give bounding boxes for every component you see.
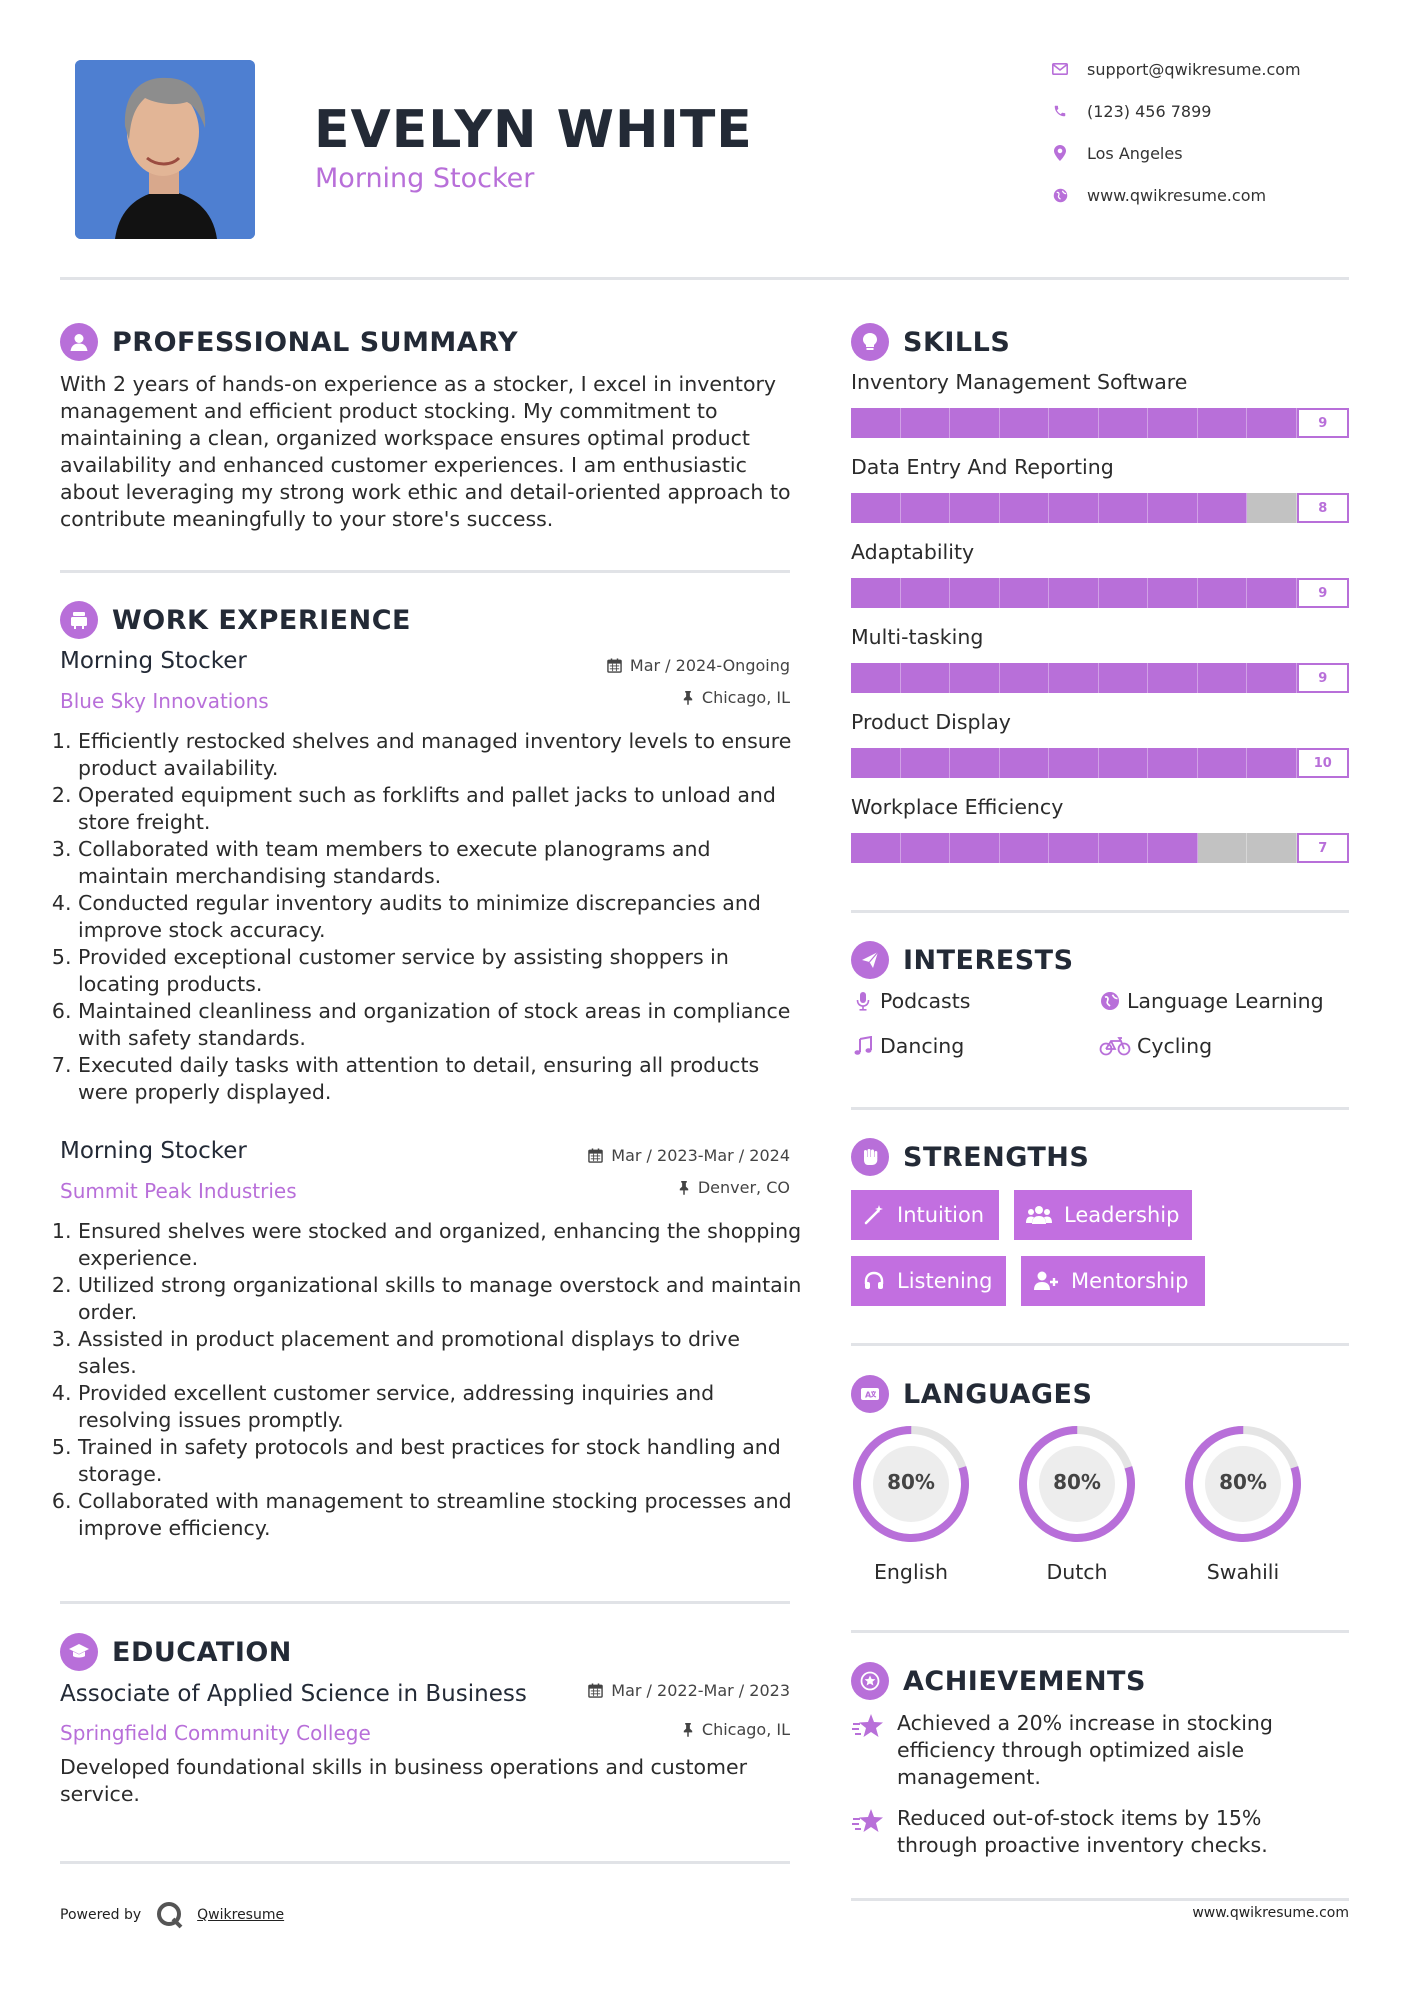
skill-bar-segment	[1198, 408, 1248, 438]
education-description: Developed foundational skills in business operations and customer service.	[60, 1755, 748, 1806]
pushpin-icon	[682, 1722, 694, 1737]
education-title: EDUCATION	[112, 1636, 292, 1668]
contact-website[interactable]	[1050, 183, 1340, 207]
achievement-item	[851, 1805, 1341, 1859]
language-item	[1181, 1422, 1305, 1584]
powered-by-text: Powered by	[60, 1907, 142, 1923]
skill-bar-segment	[851, 833, 901, 863]
skills-heading	[851, 322, 1010, 362]
bullet-item: 4. Provided excellent customer service, addressing inquiries and resolving issues promptly.	[78, 1380, 805, 1434]
phone-icon	[1050, 104, 1070, 118]
language-percent: 80%	[1053, 1470, 1101, 1494]
skills-divider	[851, 910, 1349, 913]
paper-plane-icon	[851, 941, 889, 979]
brand-link[interactable]: Qwikresume	[197, 1907, 285, 1923]
skill-bar-segment	[1049, 578, 1099, 608]
strength-label: Mentorship	[1071, 1269, 1189, 1293]
skill-bar-segment	[1247, 493, 1297, 523]
skill-bar-segment	[901, 833, 951, 863]
language-percent: 80%	[1219, 1470, 1267, 1494]
experience-heading	[60, 600, 411, 640]
skill-bar-segment	[1247, 748, 1297, 778]
job-1-bullets	[60, 728, 805, 1106]
interests-title: INTERESTS	[903, 944, 1074, 976]
skill-bar-segment	[851, 408, 901, 438]
interest-label: Cycling	[1137, 1034, 1213, 1058]
globe-icon	[1050, 188, 1070, 203]
skill-bar-segment	[1247, 408, 1297, 438]
skill-bar-segment	[950, 748, 1000, 778]
skill-bar-segment	[1099, 493, 1149, 523]
strengths-heading	[851, 1137, 1089, 1177]
languages-divider	[851, 1630, 1349, 1633]
contact-email[interactable]	[1050, 57, 1340, 81]
users-icon	[1026, 1204, 1052, 1226]
education-degree: Associate of Applied Science in Business	[60, 1681, 527, 1707]
language-icon	[851, 1375, 889, 1413]
job-2-dates	[500, 1146, 790, 1165]
contact-phone	[1050, 99, 1340, 123]
candidate-title: Morning Stocker	[315, 163, 535, 194]
skill-bar-segment	[1000, 493, 1050, 523]
achievements-divider	[851, 1898, 1349, 1901]
bullet-item: 7. Executed daily tasks with attention to detail, ensuring all products were properly displayed.	[78, 1052, 805, 1106]
bullet-item: 5. Trained in safety protocols and best practices for stock handling and storage.	[78, 1434, 805, 1488]
skill-item	[851, 370, 1351, 455]
skill-item	[851, 710, 1351, 795]
skill-bar-segment	[1148, 833, 1198, 863]
contact-location	[1050, 141, 1340, 165]
skill-level-bar	[851, 493, 1349, 523]
contact-website-text: www.qwikresume.com	[1087, 185, 1267, 205]
skill-bar-segment	[1247, 833, 1297, 863]
interests-heading	[851, 940, 1074, 980]
skill-bar-segment	[1198, 578, 1248, 608]
skill-level-bar	[851, 408, 1349, 438]
skill-bar-segment	[1099, 748, 1149, 778]
skill-bar-segment	[1099, 833, 1149, 863]
education-heading	[60, 1632, 292, 1672]
skill-level-bar	[851, 748, 1349, 778]
achievement-text: Achieved a 20% increase in stocking efficiency through optimized aisle management.	[897, 1711, 1273, 1789]
skill-bar-segment	[1247, 663, 1297, 693]
skill-level-bar	[851, 833, 1349, 863]
footer-website-text: www.qwikresume.com	[1192, 1905, 1349, 1921]
job-1-title: Morning Stocker	[60, 648, 247, 674]
calendar-icon	[588, 1148, 603, 1163]
skill-bar-segment	[950, 578, 1000, 608]
skill-name: Workplace Efficiency	[851, 795, 1064, 819]
education-location-text: Chicago, IL	[701, 1720, 790, 1739]
job-2-location	[500, 1178, 790, 1197]
skill-bar-segment	[1099, 663, 1149, 693]
summary-divider	[60, 570, 790, 573]
interest-item	[1098, 1034, 1212, 1058]
candidate-name: EVELYN WHITE	[314, 100, 753, 160]
user-plus-icon	[1033, 1270, 1059, 1292]
skill-bar-segment	[1000, 663, 1050, 693]
job-1-dates	[500, 656, 790, 675]
interest-item	[851, 989, 970, 1013]
skill-bar-segment	[1148, 748, 1198, 778]
language-name: Swahili	[1206, 1560, 1280, 1584]
contact-phone-text: (123) 456 7899	[1087, 101, 1212, 121]
skill-bar-segment	[901, 408, 951, 438]
skill-bar-segment	[1198, 663, 1248, 693]
skill-bar-segment	[851, 748, 901, 778]
education-location	[500, 1720, 790, 1739]
skill-bar-segment	[1198, 833, 1248, 863]
strengths-divider	[851, 1343, 1349, 1346]
map-pin-icon	[1050, 145, 1070, 161]
skill-bar-segment	[851, 493, 901, 523]
skill-bar-segment	[1099, 408, 1149, 438]
experience-divider	[60, 1601, 790, 1604]
summary-heading	[60, 322, 518, 362]
skills-title: SKILLS	[903, 326, 1011, 358]
header-divider	[60, 277, 1349, 280]
skill-bar-segment	[1148, 493, 1198, 523]
education-dates	[500, 1681, 790, 1700]
bullet-item: 3. Collaborated with team members to execute planograms and maintain merchandising standards.	[78, 836, 805, 890]
contact-email-text: support@qwikresume.com	[1087, 59, 1301, 79]
skill-item	[851, 455, 1351, 540]
skill-name: Data Entry And Reporting	[851, 455, 1114, 479]
skills-list	[851, 370, 1351, 880]
skill-bar-segment	[1148, 578, 1198, 608]
skill-level-bar	[851, 578, 1349, 608]
skill-level-label: 9	[1297, 578, 1350, 608]
globe-icon	[1098, 991, 1122, 1011]
skill-item	[851, 625, 1351, 710]
job-2-bullets	[60, 1218, 805, 1542]
strength-label: Listening	[897, 1269, 993, 1293]
interest-label: Podcasts	[880, 989, 971, 1013]
job-1-dates-text: Mar / 2024-Ongoing	[629, 656, 790, 675]
achievements-heading	[851, 1661, 1146, 1701]
footer-powered-by	[60, 1900, 284, 1930]
skill-bar-segment	[950, 408, 1000, 438]
job-2-dates-text: Mar / 2023-Mar / 2024	[611, 1146, 790, 1165]
skill-bar-segment	[901, 748, 951, 778]
profile-photo	[75, 60, 255, 239]
skill-level-label: 10	[1297, 748, 1350, 778]
pushpin-icon	[682, 690, 694, 705]
achievement-item	[851, 1710, 1341, 1791]
skill-bar-segment	[1198, 493, 1248, 523]
magic-wand-icon	[863, 1204, 885, 1226]
calendar-icon	[607, 658, 622, 673]
award-icon	[851, 1662, 889, 1700]
skill-bar-segment	[950, 493, 1000, 523]
skill-name: Multi-tasking	[851, 625, 984, 649]
skill-bar-segment	[1049, 493, 1099, 523]
experience-title: WORK EXPERIENCE	[112, 604, 411, 636]
language-name: English	[873, 1560, 949, 1584]
achievement-text: Reduced out-of-stock items by 15% through proactive inventory checks.	[897, 1806, 1268, 1857]
strength-label: Leadership	[1064, 1203, 1180, 1227]
skill-item	[851, 795, 1351, 880]
skill-bar-segment	[950, 833, 1000, 863]
skill-bar-segment	[950, 663, 1000, 693]
summary-title: PROFESSIONAL SUMMARY	[112, 326, 519, 358]
skill-bar-segment	[1148, 408, 1198, 438]
skill-bar-segment	[1198, 748, 1248, 778]
skill-name: Product Display	[851, 710, 1011, 734]
job-1-location-text: Chicago, IL	[701, 688, 790, 707]
interest-item	[1098, 989, 1324, 1013]
svg-text:A: A	[865, 1390, 872, 1400]
skill-bar-segment	[1000, 578, 1050, 608]
pushpin-icon	[678, 1180, 690, 1195]
bullet-item: 2. Utilized strong organizational skills to manage overstock and maintain order.	[78, 1272, 805, 1326]
lightbulb-icon	[851, 323, 889, 361]
languages-title: LANGUAGES	[903, 1378, 1093, 1410]
bullet-item: 4. Conducted regular inventory audits to minimize discrepancies and improve stock accuracy.	[78, 890, 805, 944]
skill-level-bar	[851, 663, 1349, 693]
language-name: Dutch	[1046, 1560, 1108, 1584]
skill-level-label: 9	[1297, 663, 1350, 693]
skill-bar-segment	[1000, 833, 1050, 863]
language-percent: 80%	[887, 1470, 935, 1494]
bullet-item: 3. Assisted in product placement and promotional displays to drive sales.	[78, 1326, 805, 1380]
skill-bar-segment	[901, 578, 951, 608]
skill-bar-segment	[1049, 663, 1099, 693]
headphones-icon	[863, 1270, 885, 1292]
strength-label: Intuition	[897, 1203, 985, 1227]
job-2-location-text: Denver, CO	[697, 1178, 790, 1197]
skill-bar-segment	[1049, 833, 1099, 863]
skill-bar-segment	[1049, 748, 1099, 778]
language-item	[1015, 1422, 1139, 1584]
strength-tag	[1021, 1256, 1205, 1306]
education-dates-text: Mar / 2022-Mar / 2023	[611, 1681, 790, 1700]
envelope-icon	[1050, 63, 1070, 75]
language-item	[849, 1422, 973, 1584]
bullet-item: 1. Efficiently restocked shelves and managed inventory levels to ensure product availability.	[78, 728, 805, 782]
microphone-icon	[851, 991, 875, 1011]
skill-bar-segment	[1099, 578, 1149, 608]
languages-heading	[851, 1374, 1092, 1414]
strength-tag	[1014, 1190, 1192, 1240]
job-2-title: Morning Stocker	[60, 1138, 247, 1164]
strength-tag	[851, 1256, 1006, 1306]
calendar-icon	[588, 1683, 603, 1698]
skill-level-label: 9	[1297, 408, 1350, 438]
contact-location-text: Los Angeles	[1087, 143, 1183, 163]
education-school: Springfield Community College	[60, 1721, 371, 1745]
skill-name: Inventory Management Software	[851, 370, 1188, 394]
bullet-item: 1. Ensured shelves were stocked and organized, enhancing the shopping experience.	[78, 1218, 805, 1272]
music-note-icon	[851, 1036, 875, 1056]
summary-text: With 2 years of hands-on experience as a stocker, I excel in inventory management and efficient product stocking. My commitment to maintaining a clean, organized workspace ensures optimal product availability and enhanced customer experiences. I am enthusiastic about leveraging my strong work ethic and detail-oriented approach to contribute meaningfully to your store's success.	[60, 372, 791, 531]
interests-divider	[851, 1107, 1349, 1110]
star-icon	[851, 1807, 885, 1842]
bullet-item: 5. Provided exceptional customer service by assisting shoppers in locating products.	[78, 944, 805, 998]
skill-bar-segment	[1049, 408, 1099, 438]
skill-name: Adaptability	[851, 540, 975, 564]
achievements-title: ACHIEVEMENTS	[903, 1665, 1146, 1697]
job-1-location	[500, 688, 790, 707]
star-icon	[851, 1712, 885, 1747]
skill-bar-segment	[1000, 408, 1050, 438]
skill-bar-segment	[901, 493, 951, 523]
bullet-item: 6. Collaborated with management to streamline stocking processes and improve efficiency.	[78, 1488, 805, 1542]
strengths-title: STRENGTHS	[903, 1141, 1090, 1173]
qwikresume-logo-icon	[155, 1901, 185, 1929]
fist-icon	[851, 1138, 889, 1176]
skill-level-label: 8	[1297, 493, 1350, 523]
interest-item	[851, 1034, 964, 1058]
strength-tag	[851, 1190, 999, 1240]
interest-label: Dancing	[880, 1034, 965, 1058]
bullet-item: 6. Maintained cleanliness and organization of stock areas in compliance with safety standards.	[78, 998, 805, 1052]
skill-level-label: 7	[1297, 833, 1350, 863]
skill-item	[851, 540, 1351, 625]
education-divider	[60, 1861, 790, 1864]
footer-website[interactable]	[1100, 1905, 1349, 1921]
graduation-icon	[60, 1633, 98, 1671]
skill-bar-segment	[1148, 663, 1198, 693]
skill-bar-segment	[901, 663, 951, 693]
skill-bar-segment	[851, 663, 901, 693]
briefcase-icon	[60, 601, 98, 639]
skill-bar-segment	[1247, 578, 1297, 608]
job-1-company: Blue Sky Innovations	[60, 689, 269, 713]
skill-bar-segment	[851, 578, 901, 608]
interest-label: Language Learning	[1127, 989, 1324, 1013]
job-2-company: Summit Peak Industries	[60, 1179, 297, 1203]
user-icon	[60, 323, 98, 361]
bullet-item: 2. Operated equipment such as forklifts and pallet jacks to unload and store freight.	[78, 782, 805, 836]
skill-bar-segment	[1000, 748, 1050, 778]
bicycle-icon	[1098, 1036, 1132, 1056]
